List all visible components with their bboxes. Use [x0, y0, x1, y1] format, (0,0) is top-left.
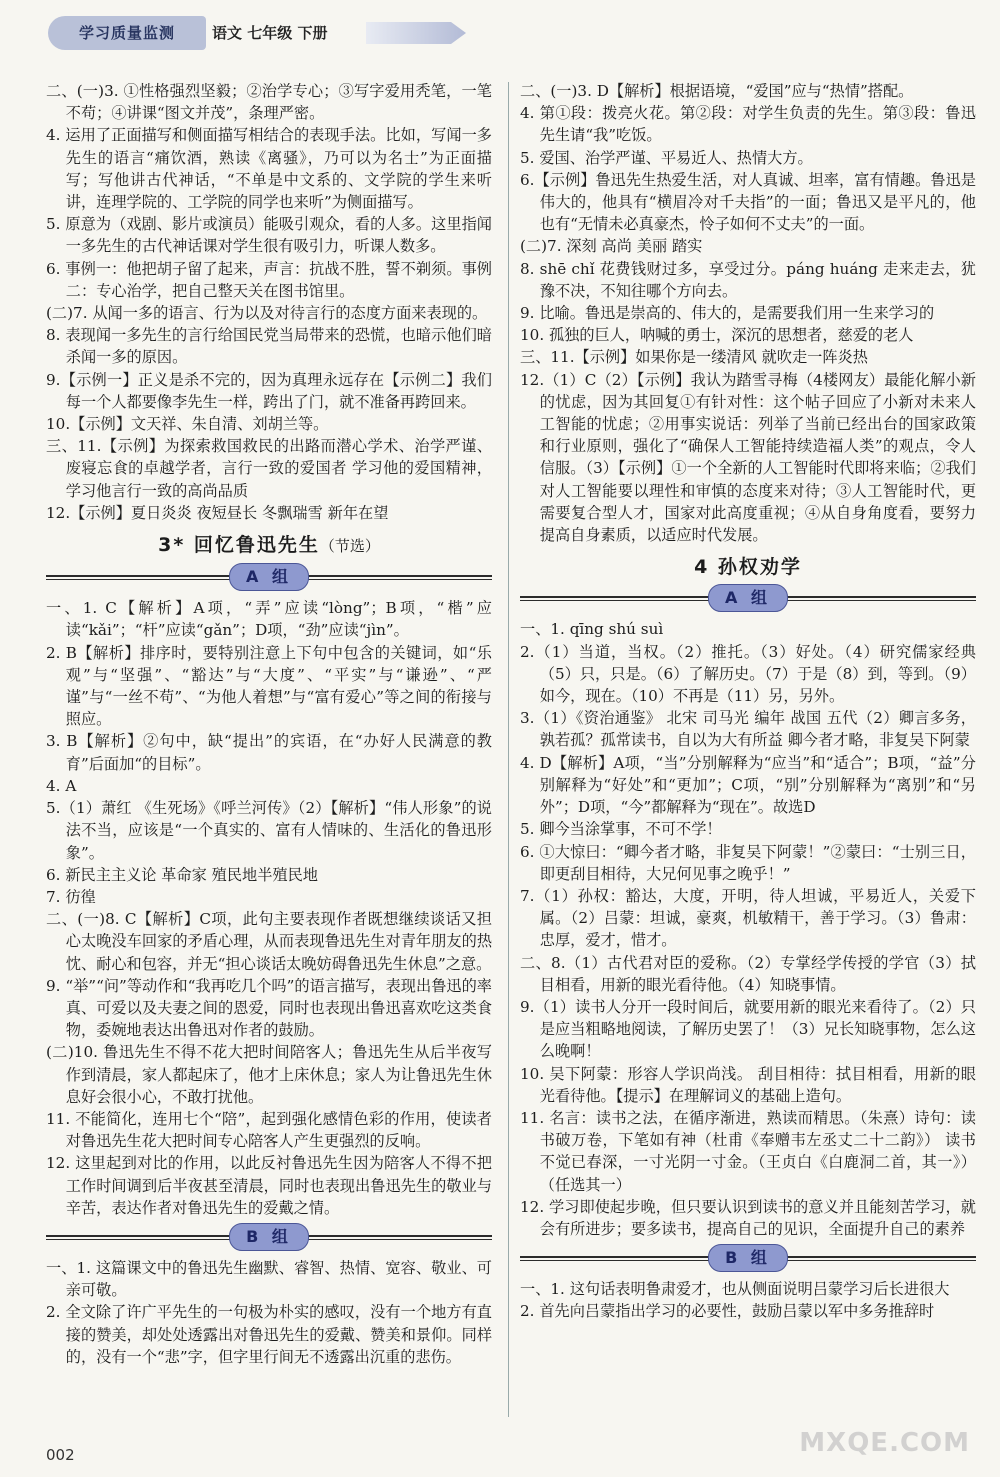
- answer-item: (二)7. 从闻一多的语言、行为以及对待言行的态度方面来表现的。: [46, 304, 488, 323]
- answer-item: 4. 运用了正面描写和侧面描写相结合的表现手法。比如，写闻一多先生的语言“痛饮酒，熟读《离骚》，乃可以为名士”为正面描写；写他讲古代神话，“不单是中文系的、文学院的学生来听讲，连理学院的、工学院的同学也来听”为侧面描写。: [46, 126, 492, 212]
- answer-item: 三、11.【示例】如果你是一缕清风 就吹走一阵炎热: [520, 348, 868, 367]
- answer-item: 9. “举”“问”等动作和“我再吃几个吗”的语言描写，表现出鲁迅的率真、可爱以及夫妻之间的恩爱，同时也表现出鲁迅喜欢吃这类食物，委婉地表达出鲁迅对作者的鼓励。: [46, 976, 492, 1040]
- right-group-b-answers: [520, 1278, 976, 1322]
- answer-item: 2.（1）当道，当权。（2）推托。（3）好处。（4）研究儒家经典（5）只，只是。（6）了解历史。（7）于是（8）到，等到。（9）如今，现在。（10）不再是（11）另，另外。: [520, 642, 976, 706]
- left-answers-top: [46, 80, 492, 524]
- answer-item: 二、(一)3. ①性格强烈坚毅；②治学专心；③写字爱用秃笔，一笔不苟；④讲课“图文并茂”，条理严密。: [46, 82, 492, 123]
- answer-item: 12. 学习即使起步晚，但只要认识到读书的意义并且能刻苦学习，就会有所进步；要多读书，提高自己的见识，全面提升自己的素养: [520, 1197, 976, 1238]
- lesson3-title-note: （节选）: [319, 537, 380, 556]
- answer-item: 二、(一)8. C【解析】C项，此句主要表现作者既想继续谈话又担心太晚没车回家的矛盾心理，从而表现鲁迅先生对青年朋友的热忱、耐心和包容，并无“担心谈话太晚妨碍鲁迅先生休息”之意。: [46, 910, 492, 973]
- answer-item: 10.【示例】文天祥、朱自清、刘胡兰等。: [46, 415, 329, 434]
- answer-item: (二)7. 深刻 高尚 美丽 踏实: [520, 237, 703, 256]
- answer-item: 6. 事例一：他把胡子留了起来，声言：抗战不胜，誓不剃须。事例二：专心治学，把自己整天关在图书馆里。: [46, 259, 492, 300]
- answer-item: 8. shē chǐ 花费钱财过多，享受过分。páng huáng 走来走去，犹豫不决，不知往哪个方向去。: [520, 259, 976, 300]
- answer-item: 二、(一)3. D【解析】根据语境，“爱国”应与“热情”搭配。: [520, 82, 914, 100]
- answer-item: 一、1. C【解析】A项，“弄”应读“lòng”；B项，“楷”应读“kǎi”；“杆”应读“gǎn”；D项，“劲”应读“jìn”。: [46, 599, 492, 640]
- answer-item: 6. ①大惊曰：“卿今者才略，非复吴下阿蒙！”②蒙曰：“士别三日，即更刮目相待，大兄何见事之晚乎！”: [520, 842, 976, 883]
- answer-item: 10. 孤独的巨人，呐喊的勇士，深沉的思想者，慈爱的老人: [520, 326, 914, 345]
- answer-item: 2. 首先向吕蒙指出学习的必要性，鼓励吕蒙以军中多务推辞时: [520, 1302, 935, 1321]
- answer-item: 9.（1）读书人分开一段时间后，就要用新的眼光来看待了。（2）只是应当粗略地阅读，了解历史罢了！（3）兄长知晓事物，怎么这么晚啊！: [520, 997, 976, 1061]
- answer-item: 7.（1）孙权：豁达，大度，开明，待人坦诚，平易近人，关爱下属。（2）吕蒙：坦诚，豪爽，机敏精干，善于学习。（3）鲁肃：忠厚，爱才，惜才。: [520, 886, 976, 950]
- lesson4-title: 4 孙权劝学: [694, 556, 802, 579]
- answer-item: 9. 比喻。鲁迅是崇高的、伟大的，是需要我们用一生来学习的: [520, 304, 935, 323]
- answer-item: 一、1. qīng shú suì: [520, 620, 664, 639]
- answer-item: 二、8.（1）古代君对臣的爱称。（2）专掌经学传授的学官（3）拭目相看，用新的眼光看待他。（4）知晓事情。: [520, 953, 976, 994]
- answer-item: 3. B【解析】②句中，缺“提出”的宾语，在“办好人民满意的教育”后面加“的目标”。: [46, 732, 492, 773]
- group-b-badge: B 组: [708, 1244, 788, 1272]
- answer-item: 4. A: [46, 776, 77, 795]
- answer-item: 12.【示例】夏日炎炎 夜短昼长 冬飘瑞雪 新年在望: [46, 503, 389, 522]
- group-a-badge: A 组: [229, 563, 309, 591]
- left-column: [46, 80, 492, 1368]
- answer-item: 5. 爱国、治学严谨、平易近人、热情大方。: [520, 148, 813, 167]
- page-number: 002: [46, 1446, 75, 1464]
- answer-item: 11. 不能简化，连用七个“陪”，起到强化感情色彩的作用，使读者对鲁迅先生花大把时间专心陪客人产生更强烈的反响。: [46, 1109, 492, 1151]
- group-b-bar-right: [520, 1244, 976, 1270]
- answer-item: 三、11.【示例】为探索救国救民的出路而潜心学术、治学严谨、废寝忘食的卓越学者，言行一致的爱国者 学习他的爱国精神，学习他言行一致的高尚品质: [46, 437, 492, 500]
- left-group-a-answers: [46, 597, 492, 1219]
- answer-item: 一、1. 这句话表明鲁肃爱才，也从侧面说明吕蒙学习后长进很大: [520, 1280, 950, 1299]
- answer-item: 5. 原意为（戏剧、影片或演员）能吸引观众，看的人多。这里指闻一多先生的古代神话课对学生很有吸引力，听课人数多。: [46, 215, 492, 256]
- answer-item: 3.（1）《资治通鉴》 北宋 司马光 编年 战国 五代（2）卿言多务，孰若孤？孤常读书，自以为大有所益 卿今者才略，非复吴下阿蒙: [520, 709, 976, 750]
- answer-item: 6.【示例】鲁迅先生热爱生活，对人真诚、坦率，富有情趣。鲁迅是伟大的，他具有“横眉冷对千夫指”的一面；鲁迅又是平凡的，他也有“无情未必真豪杰，怜子如何不丈夫”的一面。: [520, 170, 976, 234]
- answer-item: 2. 全文除了许广平先生的一句极为朴实的感叹，没有一个地方有直接的赞美，却处处透露出对鲁迅先生的爱戴、赞美和景仰。同样的，没有一个“悲”字，但字里行间无不透露出沉重的悲伤。: [46, 1303, 492, 1366]
- answer-item: 5. 卿今当涂掌事，不可不学！: [520, 820, 722, 839]
- lesson3-title-text: 3* 回忆鲁迅先生: [158, 534, 320, 557]
- right-column: [520, 80, 976, 1323]
- watermark-logo: MXQE.COM: [799, 1428, 970, 1458]
- group-b-badge: B 组: [229, 1223, 309, 1251]
- answer-item: 12. 这里起到对比的作用，以此反衬鲁迅先生因为陪客人不得不把工作时间调到后半夜甚至清晨，同时也表现出鲁迅先生的敬业与辛苦，表达作者对鲁迅先生的爱戴之情。: [46, 1154, 492, 1217]
- group-a-badge: A 组: [708, 584, 788, 612]
- page-header: [48, 16, 448, 50]
- column-divider: [508, 82, 509, 1417]
- answer-item: 9.【示例一】正义是杀不完的，因为真理永远存在【示例二】我们每一个人都要像李先生一样，跨出了门，就不准备再跨回来。: [46, 370, 492, 411]
- answer-item: 7. 彷徨: [46, 887, 96, 906]
- lesson3-title: [46, 534, 492, 557]
- header-arrow-decoration: [366, 22, 466, 44]
- group-a-bar-right: [520, 584, 976, 610]
- right-answers-top: [520, 80, 976, 546]
- answer-item: 4. 第①段：拨亮火花。第②段：对学生负责的先生。第③段：鲁迅先生请“我”吃饭。: [520, 104, 976, 145]
- series-brand: 学习质量监测: [48, 16, 206, 50]
- left-group-b-answers: [46, 1257, 492, 1368]
- answer-item: 2. B【解析】排序时，要特别注意上下句中包含的关键词，如“乐观”与“坚强”、“豁达”与“大度”、“平实”与“谦逊”、“严谨”与“一丝不苟”、“为他人着想”与“富有爱心”等之间的衔接与照应。: [46, 643, 492, 729]
- group-b-bar-left: [46, 1223, 492, 1249]
- answer-item: 12.（1）C（2）【示例】我认为踏雪寻梅（4楼网友）最能化解小新的忧虑，因为其回复①有针对性：这个帖子回应了小新对未来人工智能的忧虑；②用事实说话：列举了当前已经出台的国家政策和行业原则，强化了“确保人工智能持续造福人类”的观点，令人信服。（3）【示例】①一个全新的人工智能时代即将来临；②我们对人工智能要以理性和审慎的态度来对待；③人工智能时代，更需要复合型人才，国家对此高度重视；④从自身角度看，要努力提高自身素质，以适应时代发展。: [520, 370, 976, 545]
- answer-item: 一、1. 这篇课文中的鲁迅先生幽默、睿智、热情、宽容、敬业、可亲可敬。: [46, 1258, 492, 1300]
- answer-item: 10. 吴下阿蒙：形容人学识尚浅。 刮目相待：拭目相看，用新的眼光看待他。【提示】在理解词义的基础上造句。: [520, 1064, 976, 1105]
- answer-item: 8. 表现闻一多先生的言行给国民党当局带来的恐慌，也暗示他们暗杀闻一多的原因。: [46, 326, 492, 367]
- answer-item: 11. 名言：读书之法，在循序渐进，熟读而精思。（朱熹）诗句：读书破万卷，下笔如有神（杜甫《奉赠韦左丞丈二十二韵》） 读书不觉已春深，一寸光阴一寸金。（王贞白《白鹿洞二首，其一》）（任选其一）: [520, 1108, 976, 1194]
- answer-item: 5.（1）萧红 《生死场》《呼兰河传》（2）【解析】“伟人形象”的说法不当，应该是“一个真实的、富有人情味的、生活化的鲁迅形象”。: [46, 799, 492, 862]
- right-group-a-answers: [520, 618, 976, 1240]
- group-a-bar-left: [46, 563, 492, 589]
- answer-item: (二)10. 鲁迅先生不得不花大把时间陪客人；鲁迅先生从后半夜写作到清晨，家人都起床了，他才上床休息；家人为让鲁迅先生休息好会很小心，不敢打扰他。: [46, 1043, 492, 1106]
- subject-label: 语文 七年级 下册: [212, 24, 328, 42]
- answer-item: 4. D【解析】A项，“当”分别解释为“应当”和“适合”；B项，“益”分别解释为“好处”和“更加”；C项，“别”分别解释为“离别”和“另外”；D项，“今”都解释为“现在”。故选D: [520, 753, 976, 817]
- answer-item: 6. 新民主主义论 革命家 殖民地半殖民地: [46, 865, 318, 884]
